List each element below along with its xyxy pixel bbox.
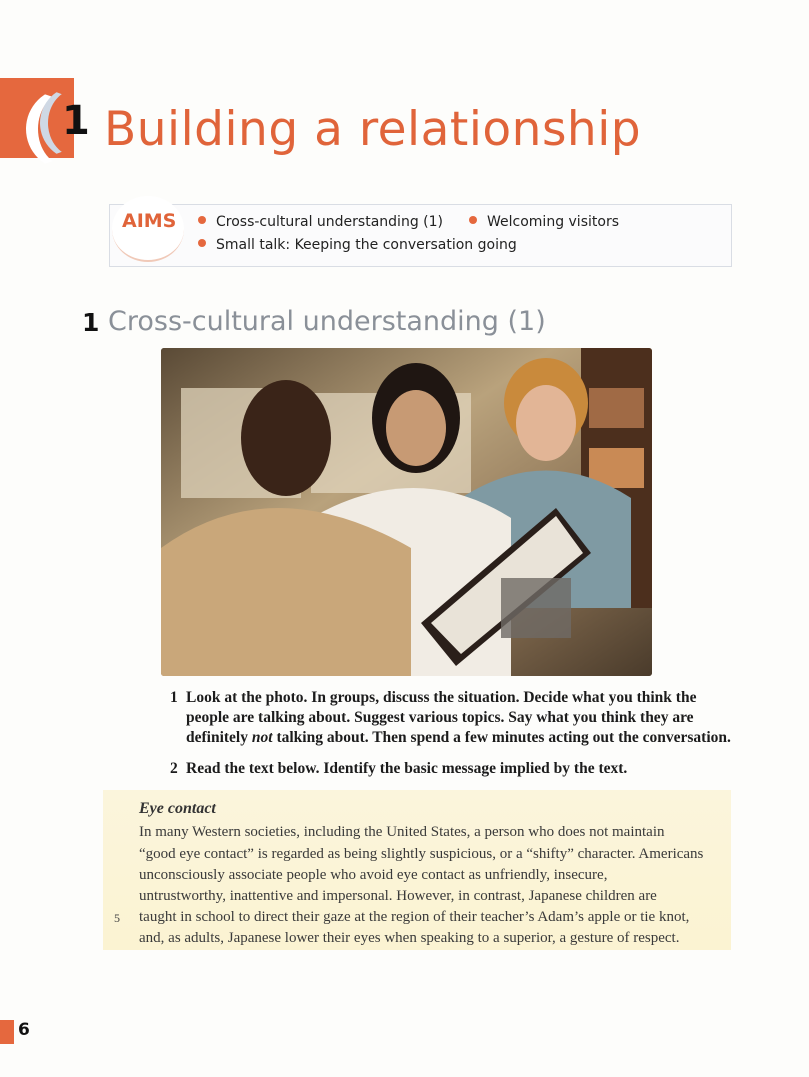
aim-item <box>469 214 619 230</box>
line-number-marker: 5 <box>114 911 120 925</box>
section-title: Cross-cultural understanding (1) <box>108 306 546 337</box>
photo-people-discussing <box>161 348 652 676</box>
aims-label: AIMS <box>122 210 177 232</box>
aim-text: Small talk: Keeping the conversation going <box>216 237 517 253</box>
photo-illustration <box>161 348 652 676</box>
chapter-number: 1 <box>62 98 90 144</box>
question-line: definitely not talking about. Then spend a few minutes acting out the conversation. <box>186 729 731 746</box>
question-text <box>186 688 756 748</box>
reading-line: “good eye contact” is regarded as being slightly suspicious, or a “shifty” character. Americans <box>139 846 704 862</box>
page-number: 6 <box>18 1020 30 1040</box>
page-number-tab <box>0 1020 14 1044</box>
question-line: Look at the photo. In groups, discuss the situation. Decide what you think the <box>186 689 697 706</box>
reading-line: untrustworthy, inattentive and impersonal. However, in contrast, Japanese children are <box>139 888 657 904</box>
chapter-title: Building a relationship <box>104 102 642 157</box>
question-line: people are talking about. Suggest various topics. Say what you think they are <box>186 709 694 726</box>
reading-line: unconsciously associate people who avoid eye contact as unfriendly, insecure, <box>139 867 608 883</box>
question-text <box>186 759 756 779</box>
reading-title: Eye contact <box>139 800 216 817</box>
question-number: 1 <box>170 689 178 706</box>
section-number: 1 <box>82 308 100 337</box>
question-line: Read the text below. Identify the basic message implied by the text. <box>186 760 628 777</box>
bullet-icon <box>198 216 206 224</box>
aim-text: Cross-cultural understanding (1) <box>216 214 443 230</box>
aim-text: Welcoming visitors <box>487 214 619 230</box>
reading-line: taught in school to direct their gaze at the region of their teacher’s Adam’s apple or tie knot, <box>139 909 690 925</box>
bullet-icon <box>469 216 477 224</box>
reading-line: In many Western societies, including the United States, a person who does not maintain <box>139 824 665 840</box>
question-number: 2 <box>170 760 178 777</box>
aim-item <box>198 214 443 230</box>
aim-item <box>198 237 517 253</box>
reading-line: and, as adults, Japanese lower their eyes when speaking to a superior, a gesture of respect. <box>139 930 680 946</box>
bullet-icon <box>198 239 206 247</box>
